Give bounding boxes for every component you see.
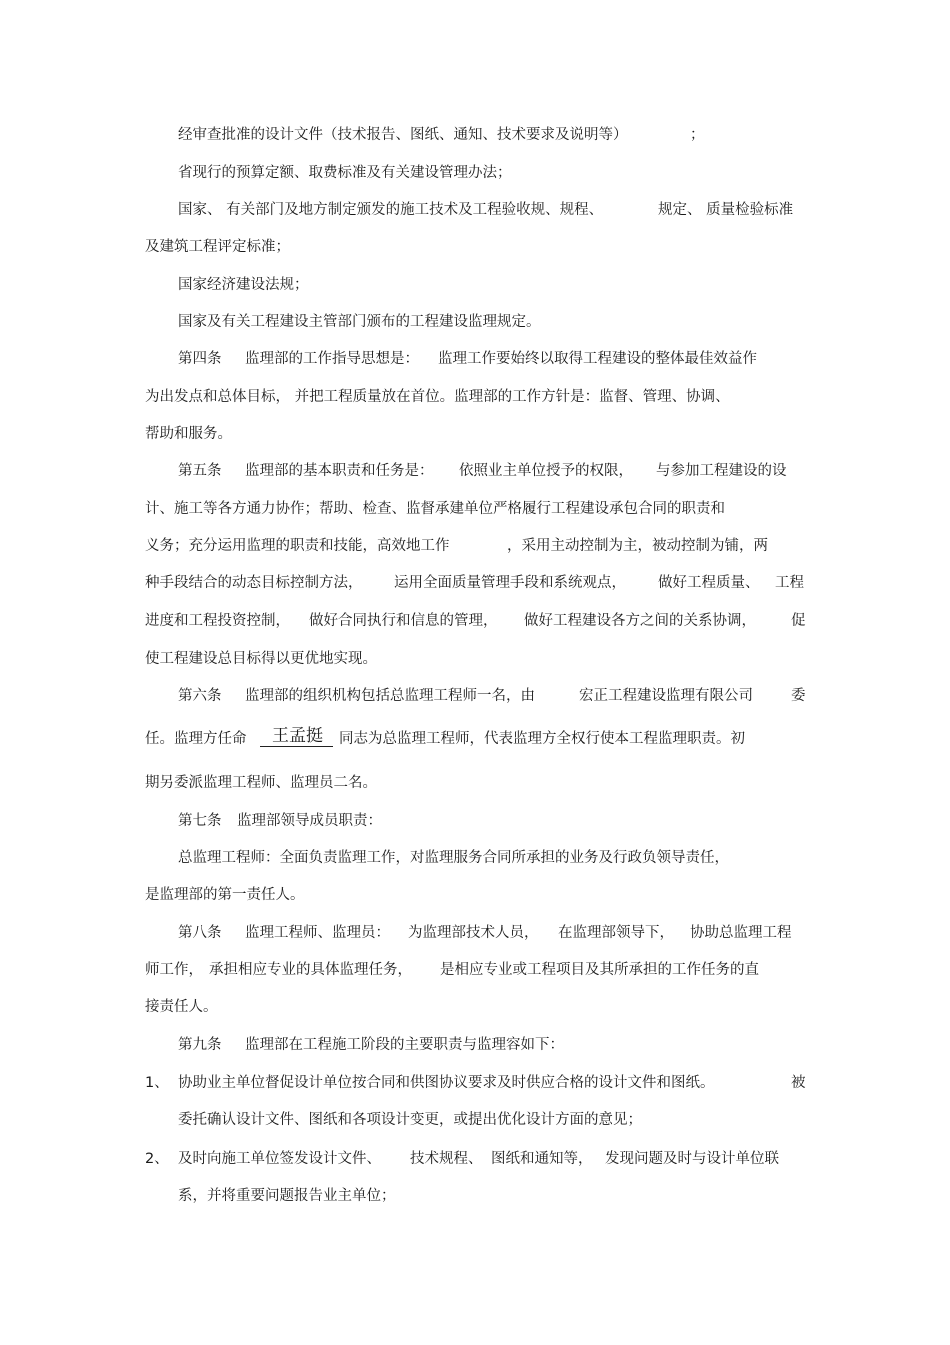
text-segment: 规定、 质量检验标准	[658, 202, 794, 218]
text-segment: 帮助和服务。	[145, 426, 232, 442]
text-segment: 监理部的组织机构包括总监理工程师一名，由	[245, 688, 535, 704]
text-segment: 任。监理方任命	[145, 731, 247, 747]
article-number: 第八条	[178, 925, 222, 941]
company-name: 宏正工程建设监理有限公司	[579, 688, 753, 704]
text-segment: 协助总监理工程	[690, 925, 792, 941]
text-segment: 系，并将重要问题报告业主单位；	[178, 1188, 396, 1204]
text-segment: 使工程建设总目标得以更优地实现。	[145, 651, 377, 667]
text-segment: 监理部领导成员职责：	[237, 813, 382, 829]
text-segment: ，采用主动控制为主，被动控制为铺，两	[507, 538, 768, 554]
text-segment: 种手段结合的动态目标控制方法，	[145, 575, 363, 591]
text-segment: 为监理部技术人员，	[408, 925, 539, 941]
text-segment: 做好工程建设各方之间的关系协调，	[524, 613, 756, 629]
text-segment: 接责任人。	[145, 999, 218, 1015]
article-number: 第七条	[178, 813, 222, 829]
text-segment: 委托确认设计文件、图纸和各项设计变更，或提出优化设计方面的意见；	[178, 1112, 642, 1128]
text-segment: 在监理部领导下，	[558, 925, 674, 941]
text-segment: 做好合同执行和信息的管理，	[309, 613, 498, 629]
text-segment: 国家及有关工程建设主管部门颁布的工程建设监理规定。	[178, 314, 541, 330]
text-segment: 是相应专业或工程项目及其所承担的工作任务的直	[440, 962, 759, 978]
text-segment: 监理部的基本职责和任务是：	[245, 463, 434, 479]
text-segment: 运用全面质量管理手段和系统观点，	[394, 575, 626, 591]
article-number: 第五条	[178, 463, 222, 479]
text-segment: 技术规程、	[410, 1151, 483, 1167]
text-segment: 期另委派监理工程师、监理员二名。	[145, 775, 377, 791]
text-segment: 进度和工程投资控制，	[145, 613, 290, 629]
text-segment: 做好工程质量、	[658, 575, 760, 591]
text-segment: ；	[690, 127, 705, 143]
text-segment: 承担相应专业的具体监理任务，	[209, 962, 412, 978]
text-segment: 促	[791, 613, 806, 629]
text-segment: 国家经济建设法规；	[178, 277, 309, 293]
article-number: 第九条	[178, 1037, 222, 1053]
text-segment: 依照业主单位授予的权限，	[459, 463, 633, 479]
text-segment: 与参加工程建设的设	[656, 463, 787, 479]
text-segment: 及时向施工单位签发设计文件、	[178, 1151, 381, 1167]
text-segment: 工程	[775, 575, 804, 591]
text-segment: 图纸和通知等，	[491, 1151, 593, 1167]
article-number: 第六条	[178, 688, 222, 704]
text-segment: 发现问题及时与设计单位联	[605, 1151, 779, 1167]
text-segment: 同志为总监理工程师，代表监理方全权行使本工程监理职责。初	[339, 731, 745, 747]
text-segment: 委	[791, 688, 806, 704]
appointee-name: 王孟挺	[260, 726, 333, 747]
text-segment: 经审查批准的设计文件（技术报告、图纸、通知、技术要求及说明等）	[178, 127, 628, 143]
text-segment: 监理部在工程施工阶段的主要职责与监理容如下：	[245, 1037, 564, 1053]
text-segment: 省现行的预算定额、取费标准及有关建设管理办法；	[178, 165, 512, 181]
article-number: 第四条	[178, 351, 222, 367]
text-segment: 监理工程师、监理员：	[245, 925, 390, 941]
text-segment: 义务；充分运用监理的职责和技能，高效地工作	[145, 538, 450, 554]
text-segment: 总监理工程师：全面负责监理工作，对监理服务合同所承担的业务及行政负领导责任，	[178, 850, 729, 866]
text-segment: 计、施工等各方通力协作；帮助、检查、监督承建单位严格履行工程建设承包合同的职责和	[145, 501, 725, 517]
text-segment: 被	[791, 1075, 806, 1091]
text-segment: 是监理部的第一责任人。	[145, 887, 305, 903]
text-segment: 国家、 有关部门及地方制定颁发的施工技术及工程验收规、规程、	[178, 202, 604, 218]
list-number: 1、	[145, 1075, 169, 1091]
text-segment: 协助业主单位督促设计单位按合同和供图协议要求及时供应合格的设计文件和图纸。	[178, 1075, 715, 1091]
text-segment: 监理部的工作指导思想是：	[245, 351, 419, 367]
text-segment: 师工作，	[145, 962, 203, 978]
list-number: 2、	[145, 1151, 169, 1167]
text-segment: 及建筑工程评定标准；	[145, 239, 290, 255]
text-segment: 监理工作要始终以取得工程建设的整体最佳效益作	[438, 351, 757, 367]
text-segment: 为出发点和总体目标， 并把工程质量放在首位。监理部的工作方针是：监督、管理、协调、	[145, 389, 730, 405]
